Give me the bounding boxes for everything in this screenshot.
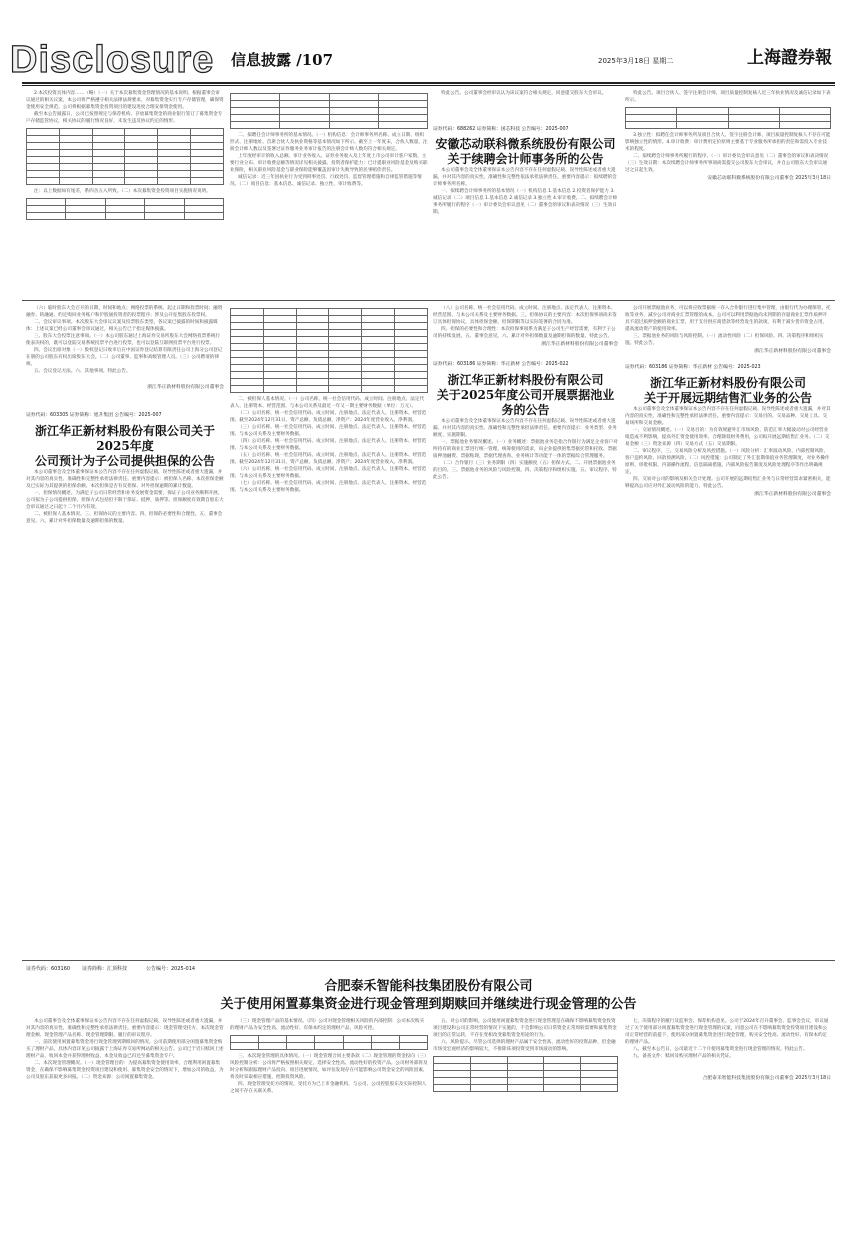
text-block: 二、被担保人基本情况。（一）公司名称、统一社会信用代码、成立时间、注册地点、法定代表人、注册资本、经营范围、与本公司关系及最近一年又一期主要财务数据（单位：万元）。 （二）公司名称、统一社会信用代码、成立时间、注册地点、法定代表人、注册资本、经营范围。截至2024年12月31日，资产总额、负债总额、净资产；2024年度营业收入、净利润。 （三）公司名称、统一社会信用代码、成立时间、注册地点、法定代表人、注册资本、经营范围、与本公司关系及主要财务数据。 （四）公司名称、统一社会信用代码、成立时间、注册地点、法定代表人、注册资本、经营范围、与本公司关系及主要财务数据。 （五）公司名称、统一社会信用代码、成立时间、注册地点、法定代表人、注册资本、经营范围。截至2024年12月31日，资产总额、负债总额、净资产；2024年度营业收入、净利润。 （六）公司名称、统一社会信用代码、成立时间、注册地点、法定代表人、注册资本、经营范围、与本公司关系及主要财务数据。 （七）公司名称、统一社会信用代码、成立时间、注册地点、法定代表人、注册资本、经营范围、与本公司关系及主要财务数据。	[230, 397, 427, 493]
issue-date: 2025年3月18日 星期二	[598, 57, 674, 65]
data-table	[625, 107, 831, 129]
text-block: 3.独立性：拟聘任会计师事务所及项目合伙人、签字注册会计师、项目质量控制复核人不存在可能影响独立性的情形。4.审计收费：审计费用定价原则主要基于专业服务所承担的责任和需投入专业技术的程度。 二、拟续聘会计师事务所履行的程序。（一）审计委员会审议意见（二）董事会的审议和表决情况（三）生效日期：本次续聘会计师事务所事项尚需提交公司股东大会审议，并自公司股东大会审议通过之日起生效。	[625, 133, 831, 173]
text-block: 二、拟聘任会计师事务所的基本情况。（一）机构信息：会计师事务所名称、成立日期、组织形式、注册地址、首席合伙人及执业资格等基本情况如下所示。截至上一年度末，合伙人数量、注册会计师人数以及签署过证券服务业务审计报告的注册会计师人数均符合相关规定。 上年度经审计的收入总额、审计业务收入、证券业务收入及上年度上市公司审计客户家数、主要行业分布、审计收费总额等情况详见相关披露。投资者保护能力：已计提职业风险基金及购买职业保险，相关职业风险基金与职业保险能够覆盖因审计失败导致的民事赔偿责任。 诚信记录：近三年因执业行为受到刑事处罚、行政处罚、监督管理措施和自律监管措施等情况。（二）项目信息：基本信息、诚信记录、独立性、审计收费等。	[230, 133, 428, 187]
company-name: 合肥泰禾智能科技集团股份有限公司	[324, 979, 533, 994]
masthead	[0, 39, 857, 81]
text-block: （六）临时股东大会召开的日期、时间和地点；网络投票的系统、起止日期和投票时间；融资融券、转融通、约定购回业务账户和沪股通投资者的投票程序；涉及公开征集股东投票权。 二、会议审议事项。本次股东大会审议议案及投票股东类型。各议案已披露的时间和披露媒体：上述议案已经公司董事会审议通过，相关公告已于指定媒体披露。 三、股东大会投票注意事项。（一）本公司股东通过上海证券交易所股东大会网络投票系统行使表决权的，既可以登陆交易系统投票平台进行投票，也可以登陆互联网投票平台进行投票。 四、会议出席对象（一）股权登记日收市后在中国证券登记结算有限责任公司上海分公司登记在册的公司股东有权出席股东大会。（二）公司董事、监事和高级管理人员。（三）公司聘请的律师。 五、会议登记方法。六、其他事项。特此公告。	[26, 306, 223, 374]
signature: 浙江华正新材料股份有限公司董事会	[754, 349, 831, 354]
announcement-heading	[625, 376, 831, 406]
signature: 合肥泰禾智能科技集团股份有限公司董事会 2025年3月18日	[702, 1076, 831, 1081]
announcement-title: 关于使用闲置募集资金进行现金管理到期赎回并继续进行现金管理的公告	[220, 997, 637, 1012]
column-top-2	[230, 90, 428, 295]
text-block: 特此公告。项目合伙人、签字注册会计师、项目质量控制复核人近三年执业情况及诚信记录如下表所示。	[625, 91, 831, 103]
announcement-title: 关于开展远期结售汇业务的公告	[643, 390, 812, 405]
data-table	[433, 1056, 618, 1092]
signature: 浙江华正新材料股份有限公司董事会	[541, 342, 618, 347]
announcement-heading	[433, 373, 618, 418]
announcement-meta: 证券代码：603305 证券简称：旭升集团 公告编号：2025-007	[26, 413, 162, 419]
text-block: 本公司董事会及全体董事保证本公告内容不存在任何虚假记载、误导性陈述或者重大遗漏，并对其内容的真实性、准确性和完整性依法承担法律责任。重要内容提示：拟续聘的会计师事务所名称。 一、拟续聘会计师事务所的基本情况（一）机构信息 1.基本信息 2.投资者保护能力 3.诚信记录（二）项目信息 1.基本信息 2.诚信记录 3.独立性 4.审计收费。二、拟续聘会计师事务所履行的程序（一）审计委员会审议意见（二）董事会的审议和表决情况（三）生效日期。	[433, 168, 618, 216]
company-name: 浙江华正新材料股份有限公司	[649, 375, 806, 390]
masthead-title: Disclosure	[10, 39, 215, 81]
text-block: 本公司董事会及全体董事保证本公告内容不存在任何虚假记载、误导性陈述或者重大遗漏，并对其内容的真实性、准确性和完整性承担法律责任。重要内容提示：现金管理受托方、本次现金管理金额、现金管理产品名称、现金管理期限、履行的审议程序。 一、前次使用闲置募集资金进行现金管理到期赎回的情况。公司前期使用部分闲置募集资金购买了理财产品，具体内容详见公司披露于上海证券交易所网站的相关公告。公司已于近日赎回上述理财产品，收回本金并获得理财收益，本金及收益已归还至募集资金专户。 二、本次现金管理概况。（一）现金管理目的：为提高募集资金使用效率，合理利用闲置募集资金，在确保不影响募集资金投资项目建设和使用、募集资金安全的情况下，增加公司的收益，为公司及股东获取更多回报。（二）资金来源：公司闲置募集资金。	[26, 1019, 224, 1080]
column-mid-4	[625, 305, 831, 955]
stock-name: 证券简称：汇顶科技	[82, 966, 128, 972]
announcement-heading	[433, 137, 618, 167]
announcement-title: 公司预计为子公司提供担保的公告	[34, 453, 215, 468]
text-block: 特此公告。公司董事会经审议认为该议案符合相关规定，同意提交股东大会审议。	[441, 91, 607, 96]
column-bottom-3	[433, 1018, 618, 1244]
announcement-heading	[26, 424, 224, 469]
text-block: 五、对公司的影响。公司使用闲置募集资金进行现金管理是在确保不影响募集资金投资项目建设和公司正常经营的情况下实施的，不会影响公司日常资金正常周转需要和募集资金项目的正常运转，不存在变相改变募集资金用途的行为。 六、风险提示。尽管公司选择的理财产品属于安全性高、流动性好的投资品种，但金融市场受宏观经济的影响较大，不排除该项投资受到市场波动的影响。	[433, 1019, 617, 1052]
data-table	[230, 308, 428, 393]
band-divider	[22, 300, 835, 301]
column-mid-3	[433, 305, 618, 955]
column-bottom-4	[625, 1018, 831, 1244]
announcement-number: 公告编号：2025-014	[146, 966, 196, 972]
company-name: 浙江华正新材料股份有限公司关于2025年度	[34, 423, 215, 453]
newspaper-name: 上海證券報	[747, 48, 832, 68]
announcement-title: 关于2025年度公司开展票据池业务的公告	[436, 387, 615, 417]
text-block: （三）现金管理产品的基本情况。（四）公司对现金管理相关风险的内部控制：公司本次购买的理财产品为安全性高、流动性好、有保本约定的理财产品，风险可控。	[230, 1019, 425, 1031]
company-name: 浙江华正新材料股份有限公司	[447, 372, 604, 387]
text-block: 三、本次现金管理的具体情况。（一）现金管理合同主要条款（二）现金管理的资金投向（三）风险控制分析：公司将严格按照相关规定，选择安全性高、流动性好的投资产品。公司财务部将及时分析和跟踪理财产品投向、项目进展情况，如评估发现存在可能影响公司资金安全的风险因素，将及时采取相应措施，控制投资风险。 四、现金管理受托方的情况。受托方为已上市金融机构，与公司、公司控股股东及实际控制人之间不存在关联关系。	[230, 1054, 428, 1094]
announcement-title: 关于续聘会计师事务所的公告	[447, 152, 604, 167]
announcement-meta	[26, 966, 831, 974]
signature: 浙江华正新材料股份有限公司董事会	[147, 385, 224, 390]
stock-code: 证券代码：603160	[26, 966, 71, 972]
text-block: 本公司董事会及全体董事保证本公告内容不存在任何虚假记载、误导性陈述或者重大遗漏，并对其内容的真实性、准确性和完整性承担法律责任。重要内容提示：被担保人名称、本次担保金额及已实际为其提供的担保余额、本次担保是否有反担保、对外担保逾期的累计数量。 一、担保情况概述。为满足子公司日常经营和业务发展资金需要，保证子公司业务顺利开展，公司拟为子公司提供担保，担保方式包括但不限于保证、抵押、质押等。担保额度有效期自股东大会审议通过之日起十二个月内有效。 二、被担保人基本情况。三、担保协议的主要内容。四、担保的必要性和合理性。五、董事会意见。六、累计对外担保数量及逾期担保的数量。	[26, 469, 224, 524]
data-table	[26, 198, 224, 220]
signature: 浙江华正新材料股份有限公司董事会	[754, 491, 831, 497]
masthead-rule-thin	[22, 85, 835, 86]
column-mid-1	[26, 305, 224, 955]
column-top-3	[433, 90, 618, 295]
column-top-1	[26, 90, 224, 295]
company-name: 安徽芯动联科微系统股份有限公司	[435, 137, 616, 152]
text-block: 本公司董事会及全体董事保证本公告内容不存在任何虚假记载、误导性陈述或者重大遗漏，并对其内容的真实性、准确性和完整性承担法律责任。重要内容提示：业务类型、业务额度、实施期限。 一、票据池业务情况概述。（一）业务概述：票据池业务是指合作银行为满足企业客户对所持有的商业汇票进行统一管理、统筹使用的需求，向企业提供的集票据托管和托收、票据质押池融资、票据贴现、票据代理查询、业务统计等功能于一体的票据综合管理服务。 （二）合作银行（三）业务期限（四）实施额度（五）担保方式。二、开展票据池业务的目的。三、票据池业务的风险与风险控制。四、决策程序和组织实施。五、审议程序。特此公告。	[433, 418, 618, 480]
masthead-rule	[22, 82, 835, 84]
text-block: 七、决策程序的履行及监事会、保荐机构意见。公司于2024年召开董事会、监事会会议，审议通过了关于使用部分闲置募集资金进行现金管理的议案，同意公司在不影响募集资金投资项目建设和公司正常经营的前提下，使用部分闲置募集资金进行现金管理，购买安全性高、流动性好、有保本约定的理财产品。 八、截至本公告日，公司最近十二个月使用募集资金进行现金管理的情况。特此公告。 九、备查文件：赎回及购买理财产品的相关凭证。	[625, 1019, 829, 1059]
text-block: 公司开展票据池业务，可以将应收票据统一存入合作银行进行集中管理，由银行代为办理保管、托收等业务，减少公司对商业汇票管理的成本。公司可以利用票据池尚未到期的存量商业汇票作质押开具不超过质押金额的商业汇票，用于支付供应商货款等经营发生的款项，有利于减少货币资金占用，提高流动资产的使用效率。 三、票据池业务的风险与风险控制。（一）流动性风险（二）担保风险。四、决策程序和组织实施。特此公告。	[625, 306, 831, 346]
data-table	[26, 128, 224, 185]
column-top-4	[625, 90, 831, 295]
column-mid-2	[230, 305, 428, 955]
signature: 安徽芯动联科微系统股份有限公司董事会 2025年3月18日	[707, 176, 831, 181]
column-bottom-1	[26, 1018, 224, 1244]
column-bottom-2	[230, 1018, 428, 1244]
announcement-meta: 证券代码：688262 证券简称：国芯科技 公告编号：2025-007	[433, 127, 569, 132]
band-divider	[22, 960, 835, 961]
text-block: 2.本次投资具体内容……（略）（一）关于本次募集资金管理情况的基本说明。根据董事会审议通过的相关议案，本公司将严格遵守相关法律法规要求，对募集资金实行专户存储管理，确保资金使用安全规范。公司将根据募集资金投资项目的建设进度合理安排资金使用。 截至本公告披露日，公司已按照规定与保荐机构、存放募集资金的商业银行签订了募集资金专户存储监管协议，相关协议的履行情况良好，未发生违反协议约定的情形。	[26, 91, 224, 124]
announcement-meta: 证券代码：603186 证券简称：华正新材 公告编号：2025-022	[433, 362, 569, 368]
text-block: （八）公司名称、统一社会信用代码、成立时间、注册地点、法定代表人、注册资本、经营范围、与本公司关系及主要财务数据。三、担保协议的主要内容：本次担保事项尚未签订具体担保协议，具体担保金额、担保期限等以实际签署的合同为准。 四、担保的必要性和合理性：本次担保事项系为满足子公司生产经营需要，有利于子公司的持续发展。五、董事会意见。六、累计对外担保数量及逾期担保的数量。特此公告。	[433, 306, 617, 339]
data-table	[230, 1035, 428, 1050]
section-title: 信息披露 /107	[231, 51, 334, 69]
text-block: 注：以上数据如有尾差，系四舍五入所致。（二）本次募集资金投资项目实施情况说明。	[34, 189, 211, 194]
announcement-meta: 证券代码：603186 证券简称：华正新材 公告编号：2025-023	[625, 365, 761, 371]
text-block: 本公司董事会及全体董事保证本公告内容不存在任何虚假记载、误导性陈述或者重大遗漏，并对其内容的真实性、准确性和完整性承担法律责任。重要内容提示：交易目的、交易品种、交易工具、交易场所和交易金额。 一、交易情况概述。（一）交易目的：为有效规避外汇市场风险，防范汇率大幅波动对公司经营业绩造成不利影响，提高外汇资金使用效率，合理降低财务费用，公司拟开展远期结售汇业务。（二）交易金额（三）资金来源（四）交易方式（五）交易期限。 二、审议程序。三、交易风险分析及风控措施。（一）风险分析：汇率波动风险、内部控制风险、客户违约风险、回款预测风险。（二）风控措施：公司制定了外汇套期保值业务管理制度，对业务操作原则、审批权限、内部操作流程、信息隔离措施、内部风险报告制度及风险处理程序等作出明确规定。 四、交易对公司的影响及相关会计处理。公司开展的远期结售汇业务与日常经营需求紧密相关，能够提高公司应对外汇波动风险的能力。特此公告。	[625, 406, 831, 489]
data-table	[230, 93, 428, 129]
